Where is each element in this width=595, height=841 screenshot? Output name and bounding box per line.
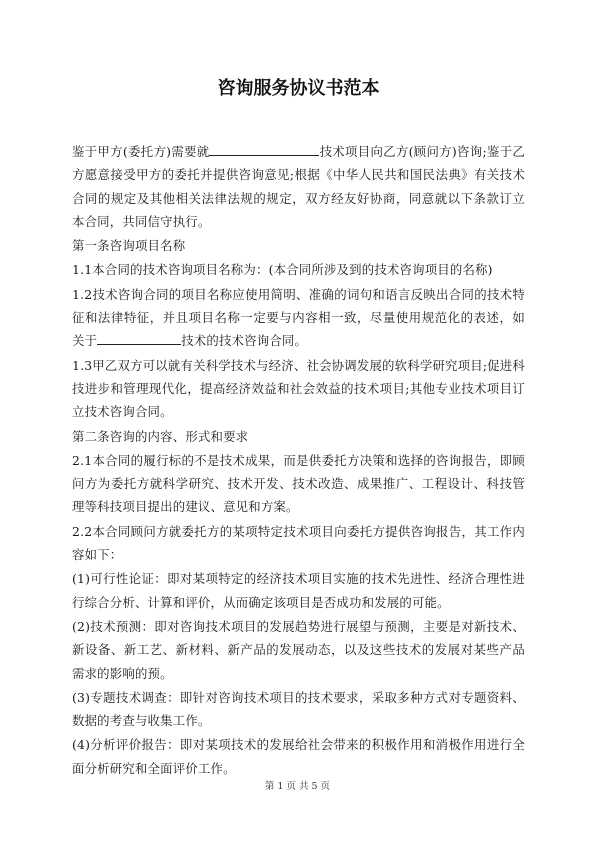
section-heading-1: 第一条咨询项目名称 bbox=[72, 238, 186, 254]
item-evaluation: (4)分析评价报告：即对某项技术的发展给社会带来的积极作用和消极作用进行全面分析研究和全面评价工作。 bbox=[72, 737, 525, 776]
section-heading-2: 第二条咨询的内容、形式和要求 bbox=[72, 428, 249, 444]
clause-2-2: 2.2本合同顾问方就委托方的某项特定技术项目向委托方提供咨询报告，其工作内容如下： bbox=[72, 523, 525, 563]
preamble-paragraph bbox=[72, 140, 525, 233]
preamble-text-a: 鉴于甲方(委托方)需要就 bbox=[72, 144, 210, 159]
page-number: 第 1 页 共 5 页 bbox=[264, 781, 331, 792]
clause-1-1: 1.1本合同的技术咨询项目名称为：(本合同所涉及到的技术咨询项目的名称) bbox=[72, 262, 493, 278]
clause-1-2-text-b: 技术的技术咨询合同。 bbox=[181, 333, 308, 349]
clause-2-1: 2.1本合同的履行标的不是技术成果，而是供委托方决策和选择的咨询报告，即顾问方为委托方就科学研究、技术开发、技术改造、成果推广、工程设计、科技管理等科技项目提出的建议、意见和方案。 bbox=[72, 452, 525, 515]
clause-1-2 bbox=[72, 283, 525, 353]
clause-1-2-text-a: 1.2技术咨询合同的项目名称应使用简明、准确的词句和语言反映出合同的技术特征和法律特征，并且项目名称一定要与内容相一致，尽量使用规范化的表述，如关于 bbox=[72, 286, 525, 349]
document-body bbox=[72, 140, 525, 780]
fill-in-blank bbox=[209, 140, 319, 156]
item-forecast: (2)技术预测：即对咨询技术项目的发展趋势进行展望与预测，主要是对新技术、新设备、新工艺、新材料、新产品的发展动态，以及这些技术的发展对某些产品需求的影响的预。 bbox=[72, 618, 525, 681]
document-title: 咨询服务协议书范本 bbox=[217, 78, 380, 99]
item-feasibility: (1)可行性论证：即对某项特定的经济技术项目实施的技术先进性、经济合理性进行综合分析、计算和评价，从而确定该项目是否成功和发展的可能。 bbox=[72, 571, 525, 610]
item-survey: (3)专题技术调查：即针对咨询技术项目的技术要求，采取多种方式对专题资料、数据的考查与收集工作。 bbox=[72, 689, 525, 729]
preamble-text-b: 技术项目向乙方(顾问方)咨询;鉴于乙方愿意接受甲方的委托并提供咨询意见;根据《中华人民共和国民法典》有关技术合同的规定及其他相关法律法规的规定，双方经友好协商，同意就以下条款订立本合同，共同信守执行。 bbox=[72, 144, 525, 229]
fill-in-blank bbox=[97, 329, 181, 345]
clause-1-3: 1.3甲乙双方可以就有关科学技术与经济、社会协调发展的软科学研究项目;促进科技进步和管理现代化，提高经济效益和社会效益的技术项目;其他专业技术项目订立技术咨询合同。 bbox=[72, 357, 525, 420]
